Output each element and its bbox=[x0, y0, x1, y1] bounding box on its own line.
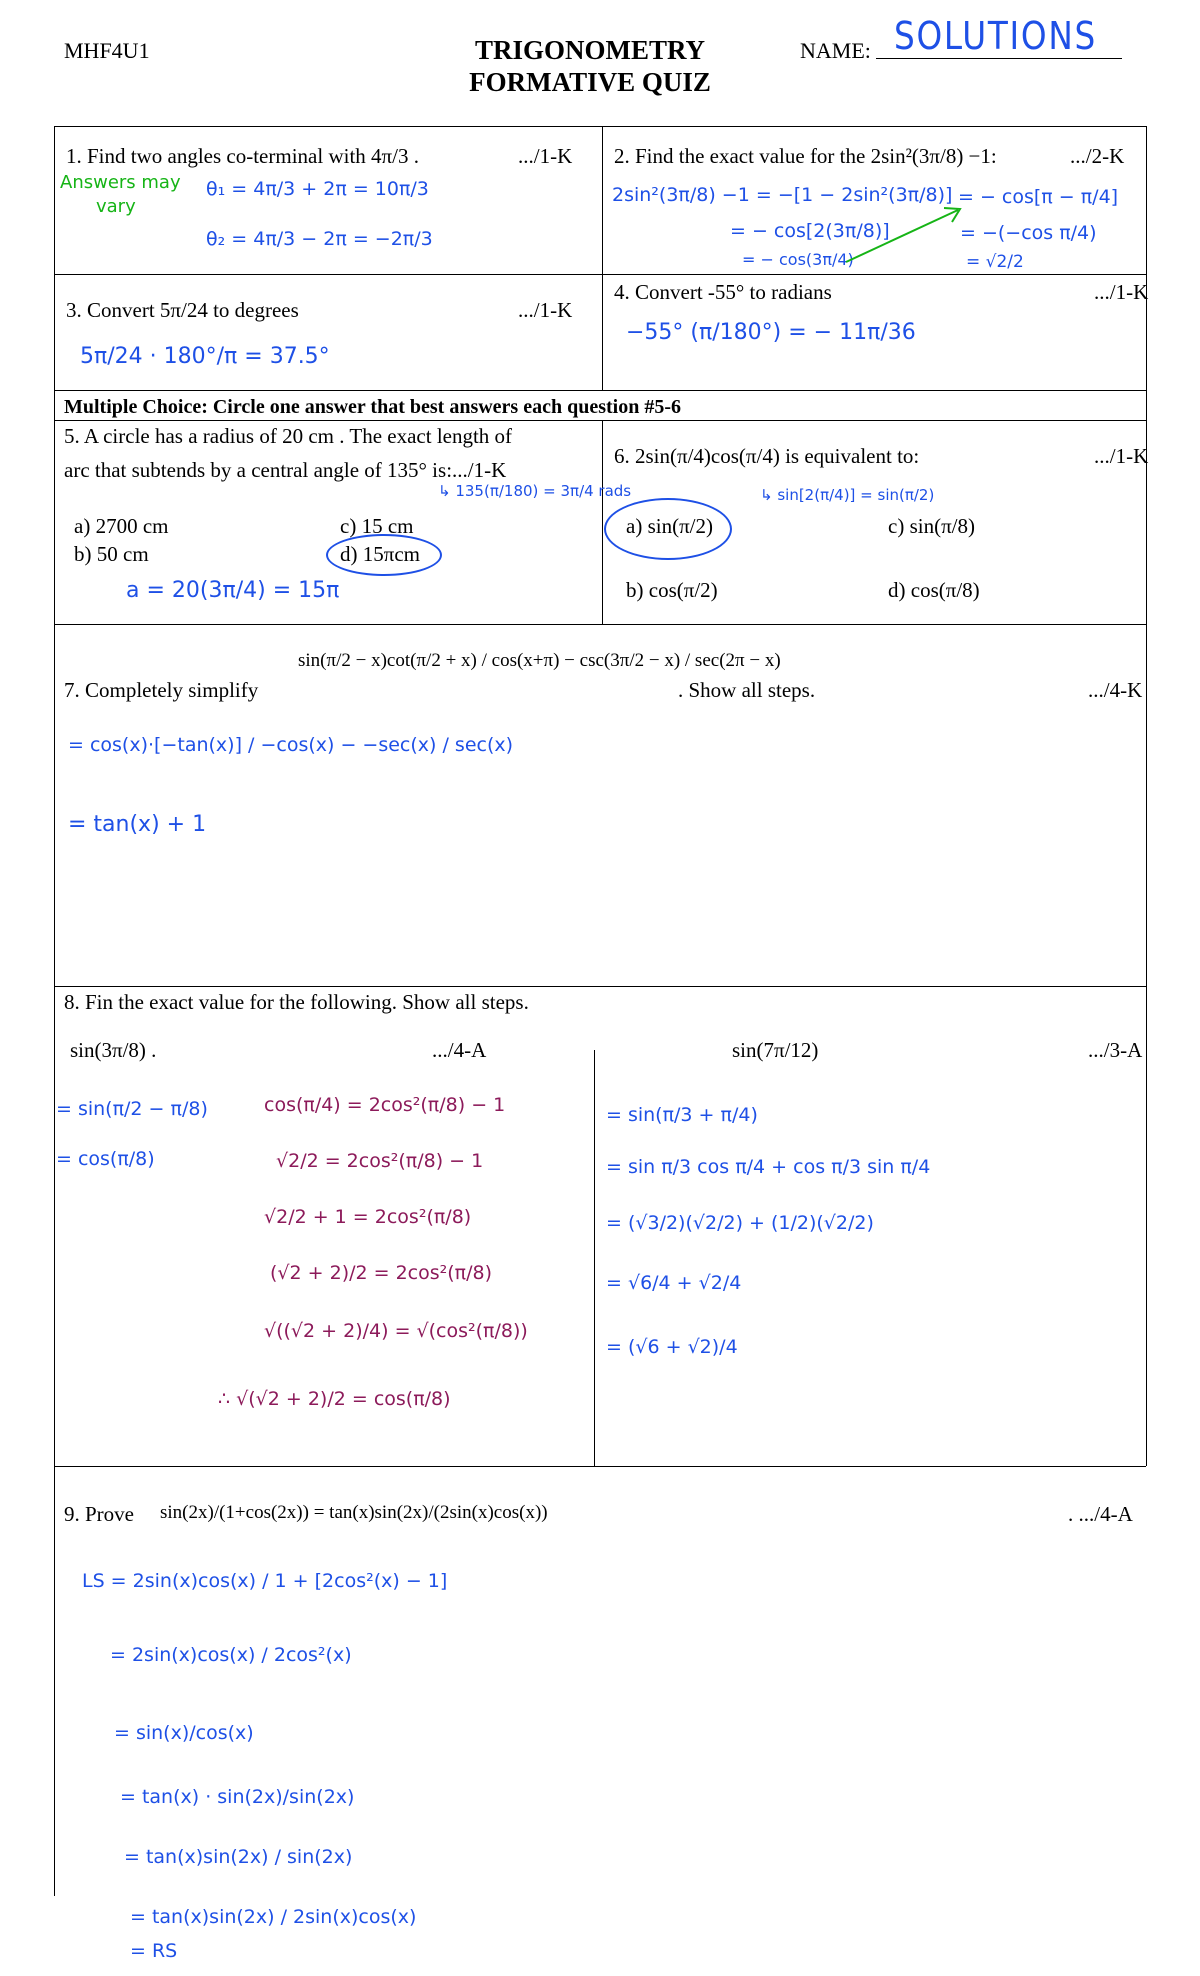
q5-option-c[interactable]: c) 15 cm bbox=[340, 514, 414, 538]
q8-cos-work-4: (√2 + 2)/2 = 2cos²(π/8) bbox=[270, 1262, 493, 1284]
grid-line bbox=[54, 1466, 1146, 1467]
q5-option-a[interactable]: a) 2700 cm bbox=[74, 514, 169, 538]
q8-right-work-5: = (√6 + √2)/4 bbox=[606, 1336, 738, 1358]
q5-note: ↳ 135(π/180) = 3π/4 rads bbox=[438, 482, 632, 500]
q8-left-work-2: = cos(π/8) bbox=[56, 1148, 155, 1170]
grid-line bbox=[1146, 126, 1147, 1466]
q2-work-1: 2sin²(3π/8) −1 = −[1 − 2sin²(3π/8)] bbox=[612, 184, 953, 206]
q8-right-work-1: = sin(π/3 + π/4) bbox=[606, 1104, 758, 1126]
q1-work-1: θ₁ = 4π/3 + 2π = 10π/3 bbox=[206, 178, 429, 200]
q6-option-a[interactable]: a) sin(π/2) bbox=[626, 514, 713, 538]
q4-marks: .../1-K bbox=[1094, 280, 1149, 304]
q8-left-work-1: = sin(π/2 − π/8) bbox=[56, 1098, 208, 1120]
q3-work: 5π/24 · 180°/π = 37.5° bbox=[80, 344, 330, 369]
q4-work: −55° (π/180°) = − 11π/36 bbox=[626, 320, 916, 345]
q8-left-label: sin(3π/8) . bbox=[70, 1038, 157, 1062]
q6-option-b[interactable]: b) cos(π/2) bbox=[626, 578, 718, 602]
q8-left-marks: .../4-A bbox=[432, 1038, 487, 1062]
q7-work-1: = cos(x)·[−tan(x)] / −cos(x) − −sec(x) / sec(x) bbox=[68, 734, 514, 756]
q8-cos-work-3: √2/2 + 1 = 2cos²(π/8) bbox=[264, 1206, 472, 1228]
q1-work-2: θ₂ = 4π/3 − 2π = −2π/3 bbox=[206, 228, 433, 250]
name-label: NAME: bbox=[800, 38, 871, 63]
q9-text: 9. Prove bbox=[64, 1502, 134, 1526]
q2-work-3: = − cos(3π/4) bbox=[742, 250, 854, 269]
course-code: MHF4U1 bbox=[64, 38, 150, 63]
q6-option-d[interactable]: d) cos(π/8) bbox=[888, 578, 980, 602]
q8-cos-work-5: √((√2 + 2)/4) = √(cos²(π/8)) bbox=[264, 1320, 528, 1342]
grid-line bbox=[54, 274, 1146, 275]
q9-work-6: = tan(x)sin(2x) / 2sin(x)cos(x) bbox=[130, 1906, 417, 1928]
q2-work-4: = − cos[π − π/4] bbox=[958, 186, 1119, 208]
q8-right-marks: .../3-A bbox=[1088, 1038, 1143, 1062]
q5-answer-circle bbox=[326, 534, 442, 576]
grid-line bbox=[54, 420, 1146, 421]
mc-header: Multiple Choice: Circle one answer that best answers each question #5-6 bbox=[64, 396, 681, 418]
q1-text: 1. Find two angles co-terminal with 4π/3 . bbox=[66, 144, 419, 168]
q3-text: 3. Convert 5π/24 to degrees bbox=[66, 298, 299, 322]
q2-work-6: = √2/2 bbox=[966, 252, 1024, 272]
q9-marks: . .../4-A bbox=[1068, 1502, 1133, 1526]
q8-cos-work-6: ∴ √(√2 + 2)/2 = cos(π/8) bbox=[218, 1388, 451, 1410]
q3-marks: .../1-K bbox=[518, 298, 573, 322]
q5-text-1: 5. A circle has a radius of 20 cm . The exact length of bbox=[64, 424, 513, 448]
q8-cos-work-1: cos(π/4) = 2cos²(π/8) − 1 bbox=[264, 1094, 506, 1116]
q9-work-5: = tan(x)sin(2x) / sin(2x) bbox=[124, 1846, 353, 1868]
grid-line bbox=[602, 126, 603, 390]
q8-right-work-3: = (√3/2)(√2/2) + (1/2)(√2/2) bbox=[606, 1212, 874, 1234]
q2-marks: .../2-K bbox=[1070, 144, 1125, 168]
q8-right-work-4: = √6/4 + √2/4 bbox=[606, 1272, 742, 1294]
q5-work: a = 20(3π/4) = 15π bbox=[126, 578, 340, 603]
q2-arrow bbox=[840, 200, 970, 270]
q6-note: ↳ sin[2(π/4)] = sin(π/2) bbox=[760, 486, 935, 504]
q1-note-1: Answers may bbox=[60, 172, 181, 193]
title-line-1: TRIGONOMETRY bbox=[474, 35, 706, 65]
grid-line bbox=[54, 390, 1146, 391]
grid-line bbox=[54, 126, 55, 1896]
q4-text: 4. Convert -55° to radians bbox=[614, 280, 832, 304]
grid-line bbox=[54, 624, 1146, 625]
q2-text: 2. Find the exact value for the 2sin²(3π/8) −1: bbox=[614, 144, 997, 168]
q9-work-3: = sin(x)/cos(x) bbox=[114, 1722, 254, 1744]
q5-option-b[interactable]: b) 50 cm bbox=[74, 542, 149, 566]
q6-marks: .../1-K bbox=[1094, 444, 1149, 468]
q7-work-2: = tan(x) + 1 bbox=[68, 812, 207, 837]
q9-identity: sin(2x)/(1+cos(2x)) = tan(x)sin(2x)/(2sin(x)cos(x)) bbox=[160, 1502, 548, 1523]
name-underline bbox=[876, 58, 1122, 59]
q8-text: 8. Fin the exact value for the following. Show all steps. bbox=[64, 990, 529, 1014]
q9-work-1: LS = 2sin(x)cos(x) / 1 + [2cos²(x) − 1] bbox=[82, 1570, 448, 1592]
q6-text: 6. 2sin(π/4)cos(π/4) is equivalent to: bbox=[614, 444, 920, 468]
q6-answer-circle bbox=[604, 498, 732, 560]
grid-line bbox=[54, 986, 1146, 987]
q6-option-c[interactable]: c) sin(π/8) bbox=[888, 514, 975, 538]
q7-text: 7. Completely simplify bbox=[64, 678, 259, 702]
q8-right-label: sin(7π/12) bbox=[732, 1038, 819, 1062]
q8-right-work-2: = sin π/3 cos π/4 + cos π/3 sin π/4 bbox=[606, 1156, 931, 1178]
name-value: SOLUTIONS bbox=[894, 14, 1097, 58]
q9-work-7: = RS bbox=[130, 1940, 178, 1962]
q5-text-2: arc that subtends by a central angle of 135° is:.../1-K bbox=[64, 458, 507, 482]
grid-line bbox=[54, 126, 1146, 127]
q1-note-2: vary bbox=[96, 196, 136, 217]
grid-line bbox=[602, 420, 603, 624]
q9-work-2: = 2sin(x)cos(x) / 2cos²(x) bbox=[110, 1644, 352, 1666]
q8-cos-work-2: √2/2 = 2cos²(π/8) − 1 bbox=[276, 1150, 484, 1172]
q7-tail: . Show all steps. bbox=[678, 678, 816, 702]
title-line-2: FORMATIVE QUIZ bbox=[469, 67, 711, 97]
q2-work-2: = − cos[2(3π/8)] bbox=[730, 220, 890, 242]
q2-work-5: = −(−cos π/4) bbox=[960, 222, 1097, 244]
page-title bbox=[380, 34, 800, 98]
q5-option-d[interactable]: d) 15πcm bbox=[340, 542, 421, 566]
q7-expression: sin(π/2 − x)cot(π/2 + x) / cos(x+π) − csc(3π/2 − x) / sec(2π − x) bbox=[298, 650, 781, 671]
q9-work-4: = tan(x) · sin(2x)/sin(2x) bbox=[120, 1786, 355, 1808]
q1-marks: .../1-K bbox=[518, 144, 573, 168]
q7-marks: .../4-K bbox=[1088, 678, 1143, 702]
grid-line bbox=[594, 1050, 595, 1466]
